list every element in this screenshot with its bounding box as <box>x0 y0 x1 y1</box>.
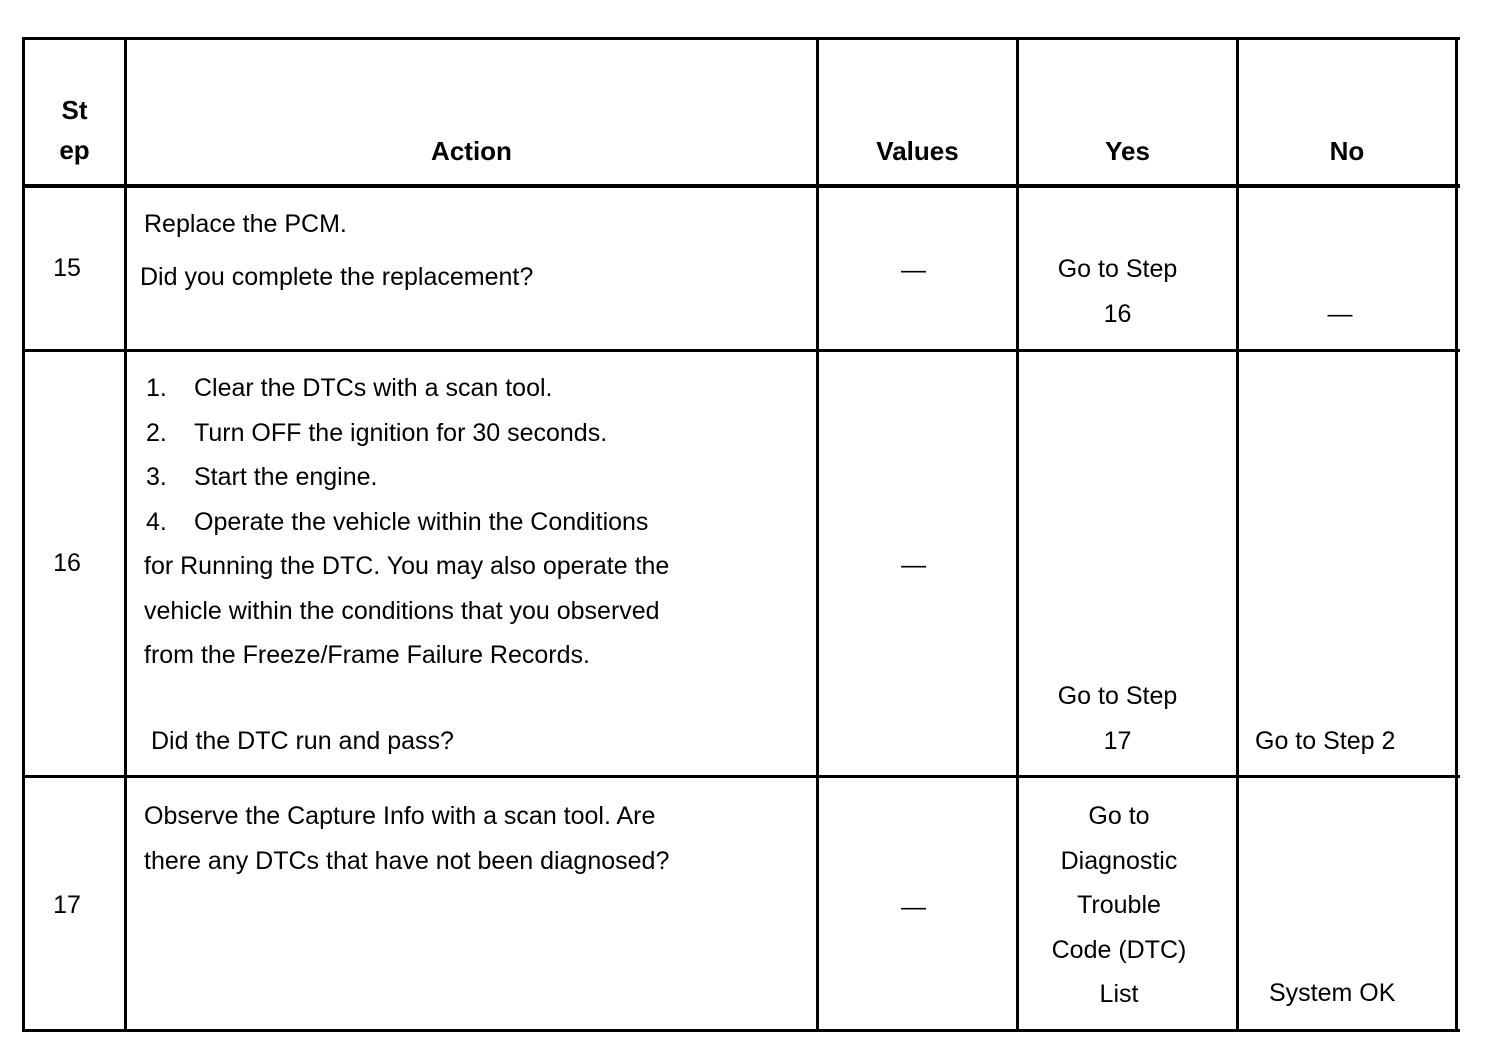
action-question: Did the DTC run and pass? <box>151 727 454 755</box>
yes-result-line: Diagnostic <box>1060 846 1178 875</box>
row-divider <box>22 775 1460 778</box>
list-item-number: 1. <box>146 374 167 402</box>
header-divider <box>22 184 1460 188</box>
column-divider <box>1455 37 1458 1032</box>
yes-result-line: 17 <box>1103 726 1132 755</box>
action-text: for Running the DTC. You may also operate the <box>144 552 670 580</box>
column-divider <box>1236 37 1239 1032</box>
yes-result-line: 16 <box>1103 299 1132 328</box>
no-result: — <box>1327 300 1353 328</box>
no-result: Go to Step 2 <box>1255 727 1396 755</box>
yes-result-line: Code (DTC) <box>1051 935 1187 964</box>
list-item-number: 3. <box>146 463 167 491</box>
list-item-text: Turn OFF the ignition for 30 seconds. <box>194 418 608 447</box>
yes-result-line: Go to Step <box>1057 682 1178 710</box>
action-list <box>146 366 648 544</box>
header-values: Values <box>876 136 959 166</box>
yes-result-line: List <box>1099 980 1139 1008</box>
action-text: Did you complete the replacement? <box>140 263 534 291</box>
header-step-line: St <box>61 95 88 125</box>
action-text: vehicle within the conditions that you observed <box>144 596 660 625</box>
values-cell: — <box>901 551 926 579</box>
list-item <box>146 455 648 500</box>
step-number: 15 <box>53 254 81 282</box>
row-divider <box>22 349 1460 352</box>
yes-result-line: Trouble <box>1077 891 1161 919</box>
values-cell: — <box>901 893 926 921</box>
list-item <box>146 411 648 456</box>
list-item-text: Clear the DTCs with a scan tool. <box>194 374 553 402</box>
table-border-bottom <box>22 1029 1460 1032</box>
no-result: System OK <box>1269 979 1396 1007</box>
list-item <box>146 500 648 545</box>
step-number: 16 <box>53 549 81 577</box>
list-item <box>146 366 648 411</box>
step-number: 17 <box>53 891 81 919</box>
column-divider <box>816 37 819 1032</box>
action-text: Replace the PCM. <box>144 210 347 238</box>
list-item-text: Start the engine. <box>194 463 378 491</box>
action-continuation <box>144 544 669 678</box>
column-divider <box>124 37 127 1032</box>
list-item-text: Operate the vehicle within the Conditions <box>194 507 649 536</box>
action-block <box>144 794 669 883</box>
header-step <box>25 90 124 170</box>
header-yes: Yes <box>1105 136 1150 166</box>
yes-result-line: Go to <box>1088 802 1150 830</box>
action-text: Observe the Capture Info with a scan tool. Are <box>144 802 656 830</box>
yes-result <box>1019 794 1219 1017</box>
action-text: there any DTCs that have not been diagnosed? <box>144 846 670 875</box>
header-step-line: ep <box>59 135 90 165</box>
header-action: Action <box>431 136 512 166</box>
action-text: from the Freeze/Frame Failure Records. <box>144 641 590 669</box>
table-border-top <box>22 37 1460 40</box>
values-cell: — <box>901 256 926 284</box>
list-item-number: 2. <box>146 418 167 447</box>
yes-result <box>1019 247 1216 336</box>
yes-result <box>1019 674 1216 763</box>
list-item-number: 4. <box>146 507 167 536</box>
header-no: No <box>1329 136 1365 166</box>
yes-result-line: Go to Step <box>1057 255 1178 283</box>
